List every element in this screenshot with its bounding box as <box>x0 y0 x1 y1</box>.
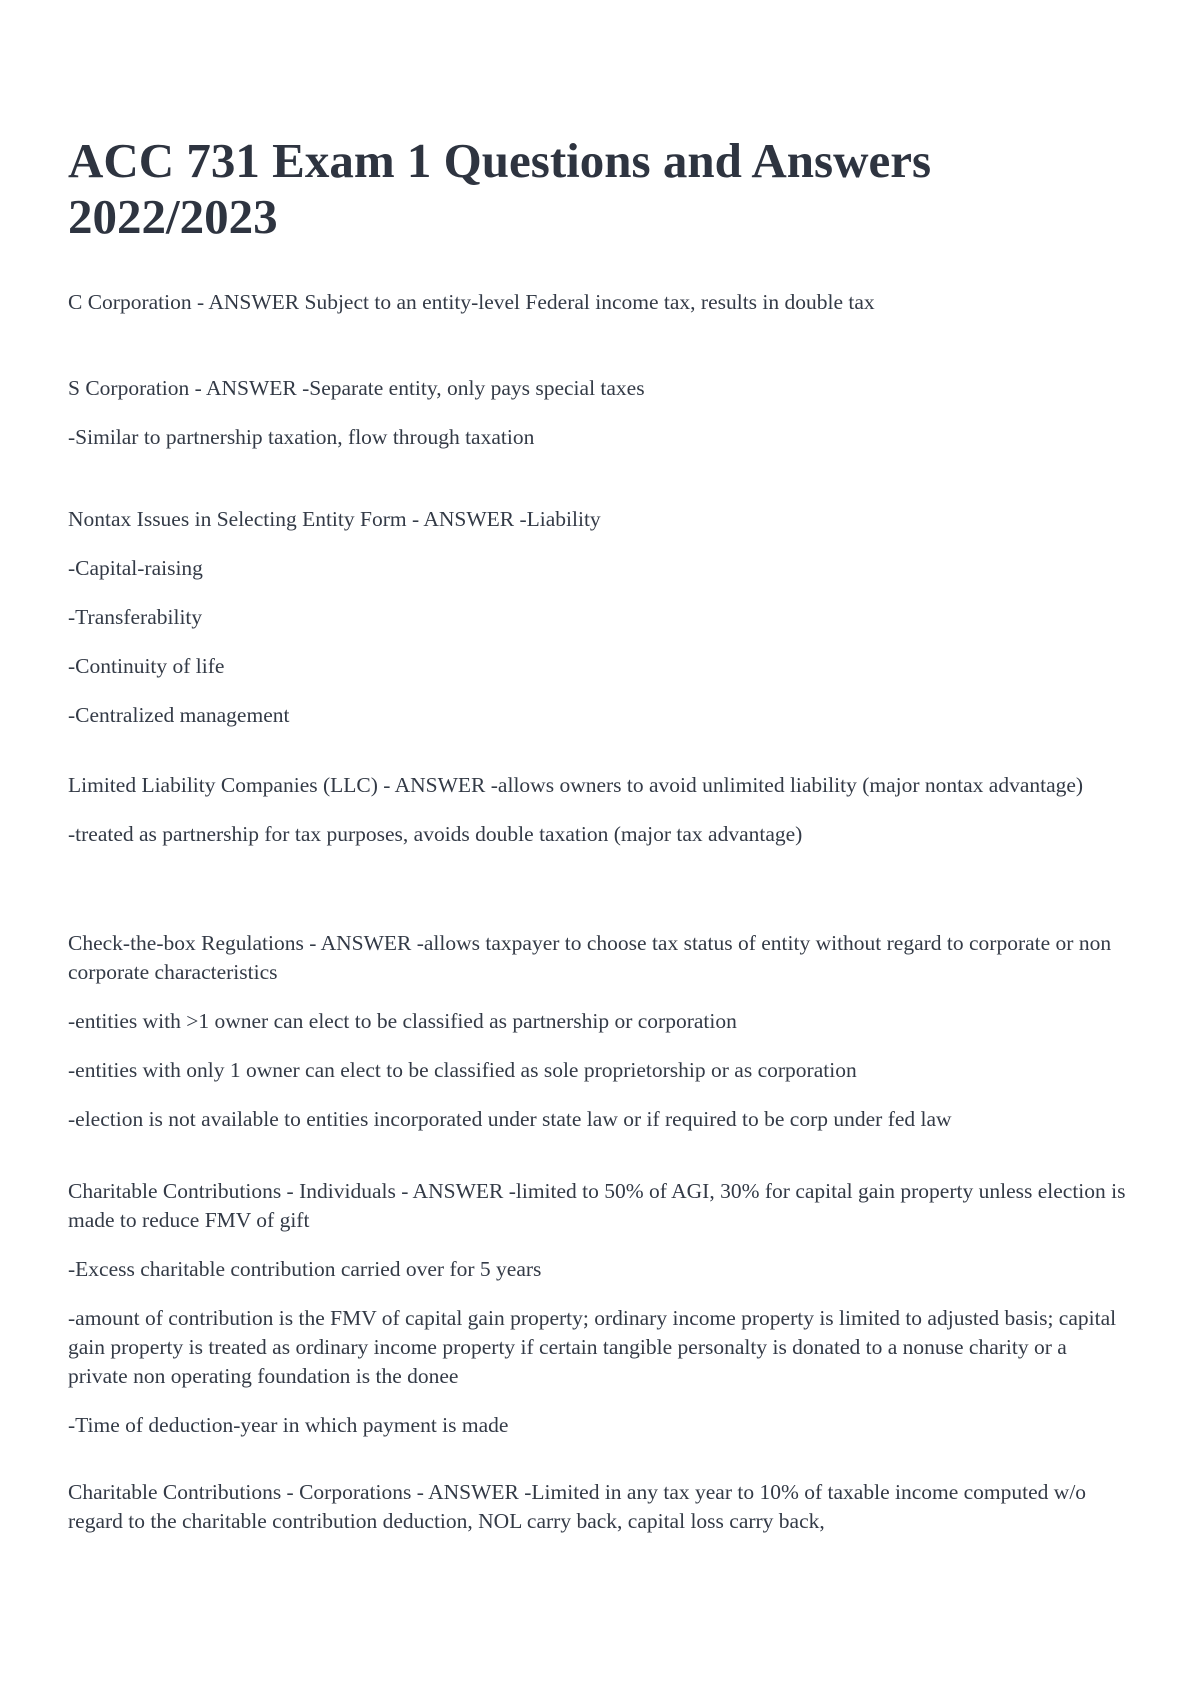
qa-item-charitable-corporations <box>68 1478 1128 1536</box>
qa-line: Charitable Contributions - Individuals - ANSWER -limited to 50% of AGI, 30% for capital gain property unless election is made to reduce FMV of gift <box>68 1179 1126 1232</box>
qa-line: -treated as partnership for tax purposes, avoids double taxation (major tax advantage) <box>68 822 803 846</box>
qa-item-nontax-issues <box>68 505 1128 730</box>
qa-line: -election is not available to entities incorporated under state law or if required to be corp under fed law <box>68 1107 952 1131</box>
qa-item-c-corporation <box>68 288 1128 317</box>
qa-item-check-the-box <box>68 929 1128 1134</box>
qa-line: C Corporation - ANSWER Subject to an entity-level Federal income tax, results in double tax <box>68 290 875 314</box>
qa-item-llc <box>68 771 1128 849</box>
qa-line: Check-the-box Regulations - ANSWER -allows taxpayer to choose tax status of entity without regard to corporate or non corporate characteristics <box>68 931 1112 984</box>
qa-line: -Transferability <box>68 605 203 629</box>
qa-line: S Corporation - ANSWER -Separate entity, only pays special taxes <box>68 376 645 400</box>
qa-line: -Time of deduction-year in which payment is made <box>68 1413 509 1437</box>
qa-line: -Centralized management <box>68 703 290 727</box>
qa-item-charitable-individuals <box>68 1177 1128 1440</box>
qa-line: -Similar to partnership taxation, flow through taxation <box>68 425 535 449</box>
qa-line: -Capital-raising <box>68 556 203 580</box>
qa-line: -Excess charitable contribution carried over for 5 years <box>68 1257 542 1281</box>
qa-line: -entities with only 1 owner can elect to be classified as sole proprietorship or as corporation <box>68 1058 857 1082</box>
qa-line: Nontax Issues in Selecting Entity Form - ANSWER -Liability <box>68 507 601 531</box>
qa-line: Limited Liability Companies (LLC) - ANSWER -allows owners to avoid unlimited liability (major nontax advantage) <box>68 773 1084 797</box>
qa-line: -amount of contribution is the FMV of capital gain property; ordinary income property is limited to adjusted basis; capital gain property is treated as ordinary income property if certain tangible personalty is donated to a nonuse charity or a private non operating foundation is the donee <box>68 1306 1117 1388</box>
qa-item-s-corporation <box>68 374 1128 452</box>
document-title: ACC 731 Exam 1 Questions and Answers 2022/2023 <box>68 133 932 244</box>
qa-line: Charitable Contributions - Corporations - ANSWER -Limited in any tax year to 10% of taxable income computed w/o regard to the charitable contribution deduction, NOL carry back, capital loss carry back, <box>68 1480 1087 1533</box>
qa-line: -entities with >1 owner can elect to be classified as partnership or corporation <box>68 1009 737 1033</box>
qa-line: -Continuity of life <box>68 654 225 678</box>
